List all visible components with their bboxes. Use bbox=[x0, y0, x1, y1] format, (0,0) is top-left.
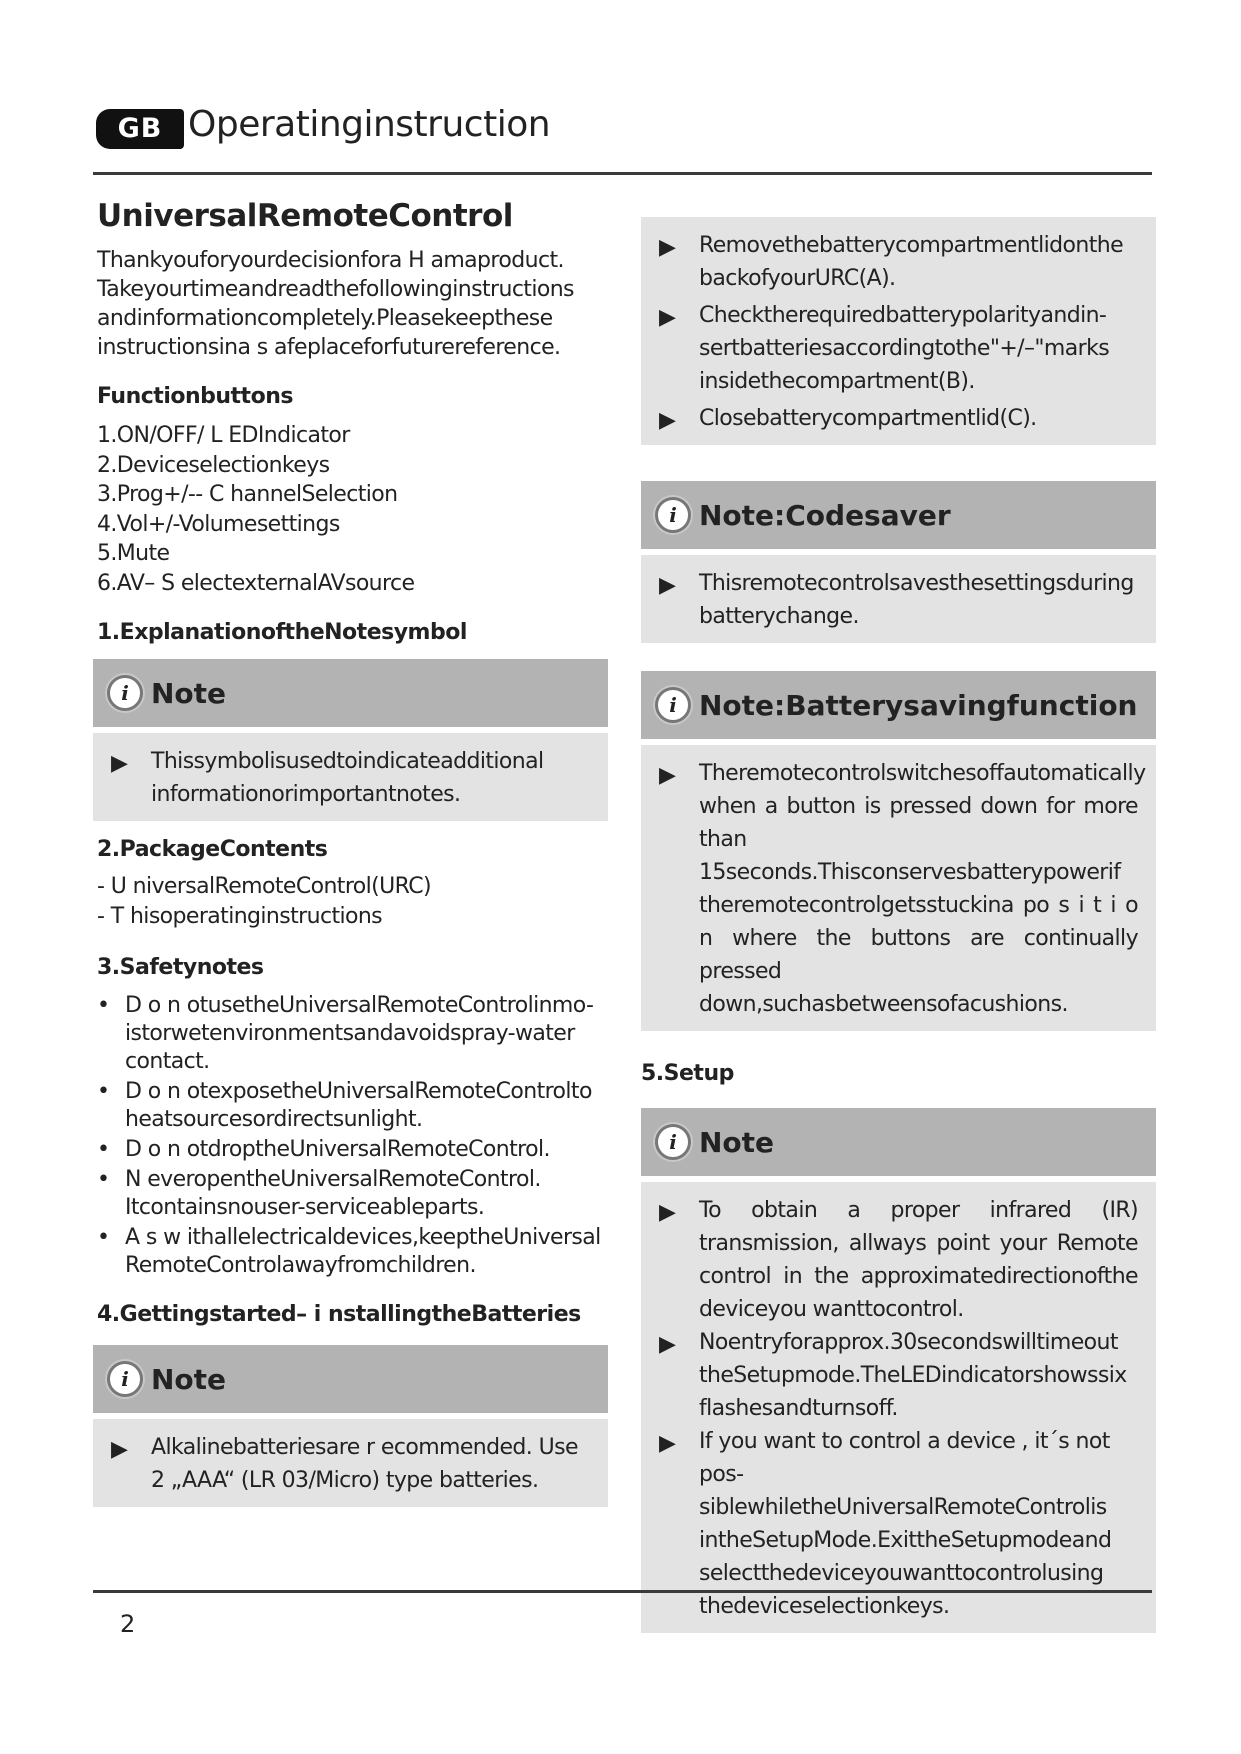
note-body bbox=[93, 1419, 608, 1507]
note-item-text: Alkalinebatteriesare r ecommended. Use 2 „AAA“ (LR 03/Micro) type batteries. bbox=[151, 1435, 578, 1493]
note-body bbox=[641, 555, 1156, 643]
note-header bbox=[641, 1108, 1156, 1176]
note-title: Note:Batterysavingfunction bbox=[699, 688, 1138, 722]
bullet-icon: • bbox=[97, 1079, 110, 1104]
triangle-bullet-icon: ▶ bbox=[659, 763, 676, 788]
list-item: • D o n otdroptheUniversalRemoteControl. bbox=[97, 1137, 550, 1162]
note-title: Note bbox=[151, 1362, 227, 1396]
note-item-text: If you want to control a device , it´s not pos- siblewhiletheUniversalRemoteControlis intheSetupMode.ExittheSetupmodeand selectthedeviceyouwanttocontrolusing thedeviceselectionkeys. bbox=[699, 1429, 1112, 1619]
language-badge: GB bbox=[96, 109, 184, 149]
section1-heading: 1.ExplanationoftheNotesymbol bbox=[97, 620, 467, 645]
battery-steps-box bbox=[641, 217, 1156, 445]
section4-heading: 4.Gettingstarted– i nstallingtheBatteries bbox=[97, 1302, 581, 1327]
note-item-text: Noentryforapprox.30secondswilltimeout theSetupmode.TheLEDindicatorshowssix flashesandturnsoff. bbox=[699, 1330, 1127, 1421]
list-item: - U niversalRemoteControl(URC) bbox=[97, 874, 431, 899]
bullet-icon: • bbox=[97, 1167, 110, 1192]
list-item: • N everopentheUniversalRemoteControl. Itcontainsnouser-serviceableparts. bbox=[97, 1167, 541, 1220]
bullet-icon: • bbox=[97, 1225, 110, 1250]
note-item-text: Thisremotecontrolsavesthesettingsduring batterychange. bbox=[699, 571, 1134, 629]
function-buttons-list bbox=[93, 421, 608, 598]
note-item bbox=[659, 1194, 1138, 1326]
note-item bbox=[659, 299, 1138, 398]
note-item-text: Theremotecontrolswitchesoffautomatically when a button is pressed down for more than 15seconds.Thisconservesbatterypowerif theremotecontrolgetsstuckina po s i t i o n where the buttons are continually pressed down,suchasbetweensofacushions. bbox=[699, 761, 1146, 1017]
info-icon: i bbox=[107, 1361, 143, 1397]
left-column bbox=[93, 198, 608, 1507]
note-header bbox=[641, 671, 1156, 739]
info-icon: i bbox=[655, 497, 691, 533]
info-icon: i bbox=[655, 687, 691, 723]
note-title: Note bbox=[151, 676, 227, 710]
list-item: 3.Prog+/-- C hannelSelection bbox=[97, 482, 398, 507]
list-item: • D o n otusetheUniversalRemoteControlinmo- istorwetenvironmentsandavoidspray-water contact. bbox=[97, 993, 594, 1074]
triangle-bullet-icon: ▶ bbox=[659, 235, 676, 260]
triangle-bullet-icon: ▶ bbox=[659, 1200, 676, 1225]
triangle-bullet-icon: ▶ bbox=[111, 751, 128, 776]
note-title: Note bbox=[699, 1125, 775, 1159]
note-title: Note:Codesaver bbox=[699, 498, 951, 532]
note-body bbox=[93, 733, 608, 821]
info-icon: i bbox=[655, 1124, 691, 1160]
note-item bbox=[659, 567, 1138, 633]
note-item bbox=[659, 757, 1146, 1021]
section5-heading: 5.Setup bbox=[641, 1061, 734, 1086]
note-item bbox=[659, 1326, 1138, 1425]
note-item bbox=[111, 745, 590, 811]
list-item: 1.ON/OFF/ L EDIndicator bbox=[97, 423, 350, 448]
note-header bbox=[93, 1345, 608, 1413]
note-box-section4 bbox=[93, 1345, 608, 1507]
note-header bbox=[641, 481, 1156, 549]
triangle-bullet-icon: ▶ bbox=[111, 1437, 128, 1462]
triangle-bullet-icon: ▶ bbox=[659, 1431, 676, 1456]
info-icon: i bbox=[107, 675, 143, 711]
safety-notes-list bbox=[93, 992, 608, 1280]
list-item: 2.Deviceselectionkeys bbox=[97, 452, 330, 478]
note-item bbox=[659, 1425, 1138, 1623]
note-body bbox=[641, 745, 1156, 1031]
footer-divider bbox=[93, 1590, 1152, 1593]
note-item bbox=[659, 402, 1138, 435]
note-box-battery-saving bbox=[641, 671, 1156, 1031]
header-divider bbox=[93, 172, 1152, 175]
page-number: 2 bbox=[120, 1610, 136, 1638]
intro-paragraph: Thankyouforyourdecisionfora H amaproduct. Takeyourtimeandreadthefollowinginstructions andinformationcompletely.Pleasekeepthese instructionsina s afeplaceforfuturereference. bbox=[97, 248, 574, 360]
list-item: - T hisoperatinginstructions bbox=[97, 903, 383, 929]
section3-heading: 3.Safetynotes bbox=[97, 955, 264, 980]
list-item: 4.Vol+/-Volumesettings bbox=[97, 511, 340, 537]
package-contents-list bbox=[93, 872, 608, 931]
note-item-text: Thissymbolisusedtoindicateadditional informationorimportantnotes. bbox=[151, 749, 544, 807]
note-item-text: To obtain a proper infrared (IR) transmission, allways point your Remote control in the approximatedirectionofthe deviceyou wanttocontrol. bbox=[699, 1198, 1138, 1322]
note-header bbox=[93, 659, 608, 727]
note-item-text: Removethebatterycompartmentlidonthe backofyourURC(A). bbox=[699, 233, 1124, 291]
section2-heading: 2.PackageContents bbox=[97, 837, 328, 862]
document-title: UniversalRemoteControl bbox=[97, 198, 513, 234]
note-item bbox=[111, 1431, 590, 1497]
note-item-text: Checktherequiredbatterypolarityandin- sertbatteriesaccordingtothe"+/–"marks insidethecompartment(B). bbox=[699, 303, 1110, 394]
list-item: • D o n otexposetheUniversalRemoteControlto heatsourcesordirectsunlight. bbox=[97, 1079, 592, 1132]
function-buttons-heading: Functionbuttons bbox=[97, 384, 293, 409]
note-body bbox=[641, 1182, 1156, 1633]
bullet-icon: • bbox=[97, 1137, 110, 1162]
triangle-bullet-icon: ▶ bbox=[659, 573, 676, 598]
triangle-bullet-icon: ▶ bbox=[659, 408, 676, 433]
list-item: 6.AV– S electexternalAVsource bbox=[97, 570, 415, 596]
bullet-icon: • bbox=[97, 993, 110, 1018]
right-column bbox=[641, 217, 1156, 1633]
triangle-bullet-icon: ▶ bbox=[659, 1332, 676, 1357]
page-title: Operatinginstruction bbox=[188, 104, 551, 145]
note-item bbox=[659, 229, 1138, 295]
note-item-text: Closebatterycompartmentlid(C). bbox=[699, 406, 1037, 431]
note-box-section1 bbox=[93, 659, 608, 821]
triangle-bullet-icon: ▶ bbox=[659, 305, 676, 330]
list-item: • A s w ithallelectricaldevices,keeptheUniversal RemoteControlawayfromchildren. bbox=[97, 1225, 601, 1278]
note-box-setup bbox=[641, 1108, 1156, 1633]
note-box-codesaver bbox=[641, 481, 1156, 643]
list-item: 5.Mute bbox=[97, 541, 170, 566]
